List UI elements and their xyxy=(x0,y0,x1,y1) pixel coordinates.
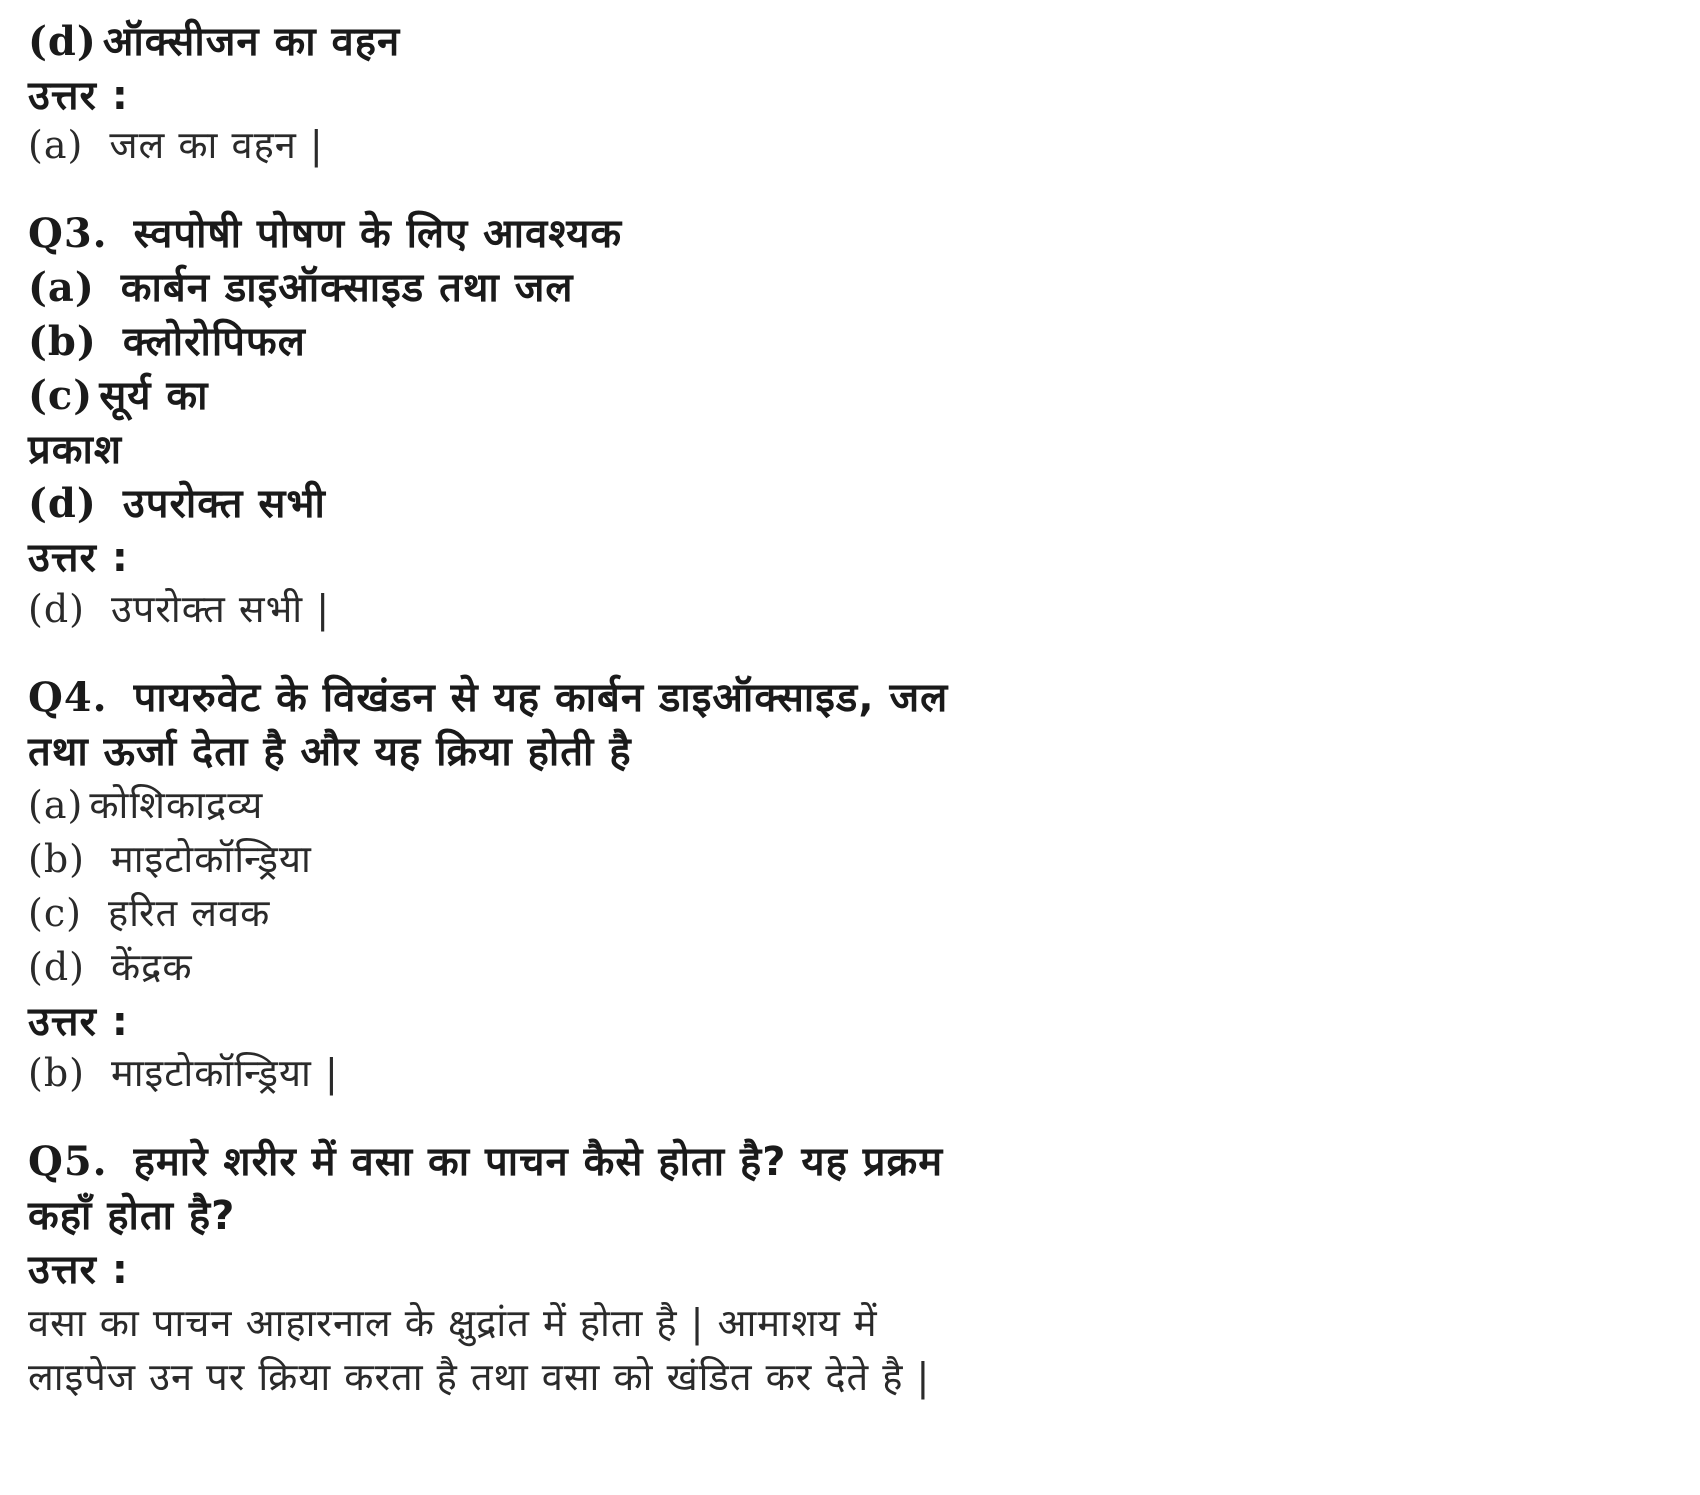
text-line xyxy=(28,480,326,527)
text-line xyxy=(28,945,193,989)
item-label: (c) xyxy=(28,372,94,419)
text-line xyxy=(28,73,129,119)
line-text: हमारे शरीर में वसा का पाचन कैसे होता है? यह प्रक्रम xyxy=(133,1139,944,1185)
text-line xyxy=(28,729,632,775)
text-line xyxy=(28,1193,236,1239)
line-text: सूर्य का xyxy=(99,373,209,419)
line-text: ऑक्सीजन का वहन xyxy=(102,19,401,65)
item-label: (d) xyxy=(28,480,97,527)
text-line xyxy=(28,1247,129,1293)
line-text: उपरोक्त सभी | xyxy=(110,587,331,631)
line-text: उत्तर : xyxy=(28,535,129,581)
line-text: स्वपोषी पोषण के लिए आवश्यक xyxy=(133,211,623,257)
text-line xyxy=(28,1138,944,1185)
line-text: केंद्रक xyxy=(110,945,193,989)
text-line xyxy=(28,264,574,311)
item-label: (c) xyxy=(28,891,82,935)
text-line xyxy=(28,1355,931,1399)
text-line xyxy=(28,999,129,1045)
line-text: कहाँ होता है? xyxy=(28,1193,236,1239)
item-label: (d) xyxy=(28,18,97,65)
item-label: (a) xyxy=(28,264,95,311)
line-text: माइटोकॉन्ड्रिया xyxy=(110,837,312,881)
text-line xyxy=(28,837,312,881)
line-text: जल का वहन | xyxy=(109,123,324,167)
item-label: (b) xyxy=(28,837,85,881)
item-label: Q4. xyxy=(28,674,108,721)
item-label: (d) xyxy=(28,945,85,989)
item-label: Q3. xyxy=(28,210,108,257)
text-line xyxy=(28,210,623,257)
text-line xyxy=(28,372,209,419)
text-line xyxy=(28,1051,339,1095)
item-label: (d) xyxy=(28,587,85,631)
text-line xyxy=(28,318,306,365)
line-text: तथा ऊर्जा देता है और यह क्रिया होती है xyxy=(28,729,632,775)
line-text: कोशिकाद्रव्य xyxy=(89,783,264,827)
line-text: उपरोक्त सभी xyxy=(122,481,326,527)
text-line xyxy=(28,1301,878,1345)
line-text: क्लोरोपिफल xyxy=(122,319,306,365)
line-text: उत्तर : xyxy=(28,1247,129,1293)
line-text: वसा का पाचन आहारनाल के क्षुद्रांत में होता है | आमाशय में xyxy=(28,1301,878,1345)
line-text: उत्तर : xyxy=(28,73,129,119)
text-line xyxy=(28,427,123,473)
line-text: उत्तर : xyxy=(28,999,129,1045)
line-text: लाइपेज उन पर क्रिया करता है तथा वसा को खंडित कर देते है | xyxy=(28,1355,931,1399)
item-label: (a) xyxy=(28,783,84,827)
text-line xyxy=(28,891,271,935)
line-text: प्रकाश xyxy=(28,427,123,473)
line-text: कार्बन डाइऑक्साइड तथा जल xyxy=(120,265,574,311)
text-line xyxy=(28,18,401,65)
item-label: Q5. xyxy=(28,1138,108,1185)
item-label: (b) xyxy=(28,1051,85,1095)
item-label: (b) xyxy=(28,318,97,365)
text-line xyxy=(28,123,324,167)
line-text: पायरुवेट के विखंडन से यह कार्बन डाइऑक्साइड, जल xyxy=(133,675,949,721)
line-text: हरित लवक xyxy=(107,891,271,935)
text-line xyxy=(28,535,129,581)
text-line xyxy=(28,783,264,827)
text-line xyxy=(28,674,949,721)
item-label: (a) xyxy=(28,123,84,167)
line-text: माइटोकॉन्ड्रिया | xyxy=(110,1051,339,1095)
text-line xyxy=(28,587,331,631)
